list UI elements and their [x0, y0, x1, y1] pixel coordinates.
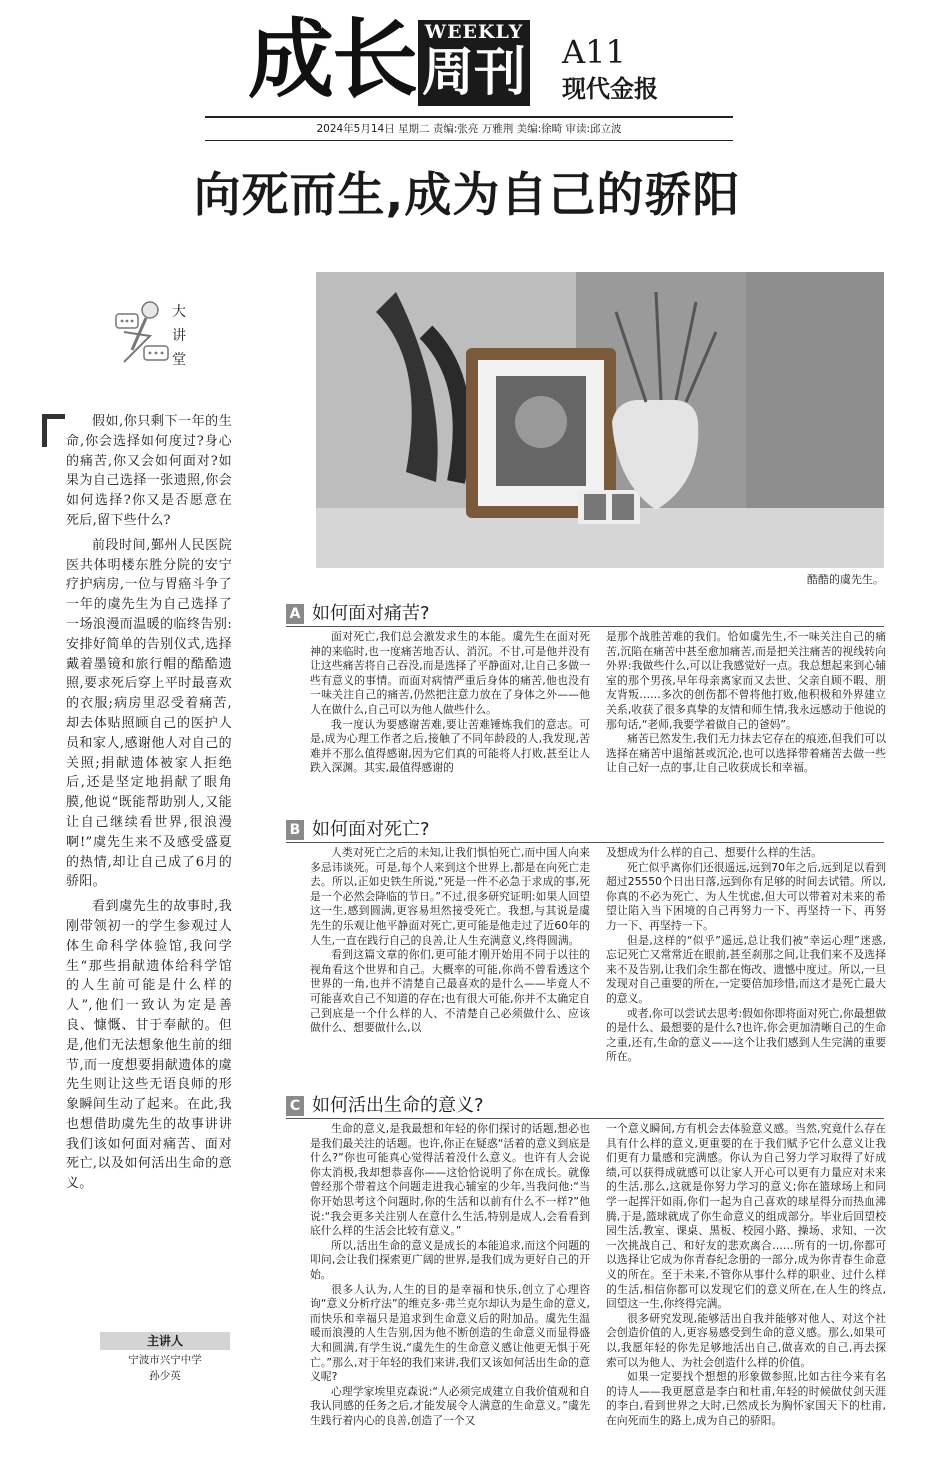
- speaker-name: 孙少英: [149, 1370, 181, 1382]
- body-paragraph: 生命的意义,是我最想和年轻的你们探讨的话题,想必也是我们最关注的话题。也许,你正在疑惑“活着的意义到底是什么?”你也可能真心觉得活着没什么意义。也许有人会说你太消极,我却想恭喜你——这恰恰说明了你在成长。就像曾经那个带着这个问题走进我心辅室的少年,当我问他:“当你开始思考这个问题时,你的生活和以前有什么不一样?”他说:“我会更多关注别人在意什么生活,特别是成人,会看看到底什么样的生活会比较有意义。”: [310, 1122, 590, 1238]
- body-paragraph: 如果一定要找个想想的形象做参照,比如古往今来有名的诗人——我更愿意是李白和杜甫,年轻的时候做仗剑天涯的李白,看到世界之大时,已然成长为胸怀家国天下的杜甫,在向死而生的路上,成为自己的骄阳。: [606, 1370, 886, 1427]
- body-paragraph: 所以,活出生命的意义是成长的本能追求,而这个问题的叩问,会让我们探索更广阔的世界,是我们成为更好自己的开始。: [310, 1238, 590, 1281]
- section-name: 成长: [248, 9, 416, 110]
- section-rule: [286, 842, 884, 843]
- weekly-badge: [418, 20, 530, 106]
- section-a-right-column: [606, 630, 886, 776]
- weekly-en: WEEKLY: [424, 21, 524, 43]
- section-a-left-column: [310, 630, 590, 776]
- lecture-logo-label: [172, 300, 192, 372]
- intro-paragraph: 假如,你只剩下一年的生命,你会选择如何度过?身心的痛苦,你又会如何面对?如果为自己选择一张遗照,你会如何选择?你又是否愿意在死后,留下些什么?: [66, 414, 232, 528]
- quote-mark-icon: [42, 414, 65, 447]
- body-paragraph: 人类对死亡之后的未知,让我们惧怕死亡,而中国人向来多忌讳谈死。可是,每个人来到这个世界上,都是在向死亡走去。所以,正如史铁生所说,“死是一件不必急于求成的事,死是一个必然会降临的节日。”不过,很多研究证明:如果人回望这一生,感到圆满,更容易坦然接受死亡。我想,与其说是虞先生的乐观让他平静面对死亡,更可能是他走过了近60年的人生,一直在践行自己的良善,让人生充满意义,终得圆满。: [310, 846, 590, 947]
- section-title: 如何面对死亡?: [312, 819, 430, 840]
- microphone-speech-icon: [110, 296, 210, 376]
- section-c-left-column: [310, 1122, 590, 1428]
- section-c-header: [286, 1094, 884, 1118]
- section-title: 如何面对痛苦?: [312, 603, 430, 624]
- body-paragraph: 心理学家埃里克森说:“人必须完成建立自我价值观和自我认同感的任务之后,才能发展令人满意的生命意义。”虞先生践行着内心的良善,创造了一个又: [310, 1384, 590, 1427]
- intro-paragraph: 看到虞先生的故事时,我刚带领初一的学生参观过人体生命科学体验馆,我问学生“那些捐献遗体给科学馆的人生前可能是什么样的人”,他们一致认为定是善良、慷慨、甘于奉献的。但是,他们无法想象他生前的细节,而一度想要捐献遗体的虞先生则让这些无语良师的形象瞬间生动了起来。在此,我也想借助虞先生的故事讲讲我们该如何面对痛苦、面对死亡,以及如何活出生命的意义。: [66, 899, 232, 1192]
- masthead-rule-bottom: [205, 140, 733, 141]
- body-paragraph: 痛苦已然发生,我们无力抹去它存在的痕迹,但我们可以选择在痛苦中退缩甚或沉沦,也可以选择带着痛苦去做一些让自己好一点的事,让自己收获成长和幸福。: [606, 732, 886, 775]
- section-b-left-column: [310, 846, 590, 1036]
- section-a-header: [286, 602, 884, 626]
- masthead-rule-top: [205, 116, 733, 118]
- section-title: 如何活出生命的意义?: [312, 1095, 484, 1116]
- paper-name: 现代金报: [562, 75, 658, 103]
- intro-paragraph: 前段时间,鄞州人民医院医共体明楼东胜分院的安宁疗护病房,一位与胃癌斗争了一年的虞先生为自己选择了一场浪漫而温暖的临终告别:安排好简单的告别仪式,选择戴着墨镜和旅行帽的酷酷遗照,要求死后穿上平时最喜欢的衣服;病房里忍受着痛苦,却去体贴照顾自己的医护人员和家人,感谢他人对自己的关照;捐献遗体被家人拒绝后,还是坚定地捐献了眼角膜,他说“既能帮助别人,又能让自己继续看世界,很浪漫啊!”虞先生来不及感受盛夏的热情,却让自己成了6月的骄阳。: [66, 537, 232, 890]
- body-paragraph: 面对死亡,我们总会激发求生的本能。虞先生在面对死神的来临时,也一度痛苦地否认、消沉。不甘,可是他并没有让这些痛苦将自己吞没,而是选择了平静面对,让自己多做一些有意义的事情。而面对病情严重后身体的痛苦,他也没有一味关注自己的痛苦,仍然把注意力放在了身体之外——他人在做什么,自己可以为他人做些什么。: [310, 630, 590, 716]
- photo-caption: 酷酷的虞先生。: [807, 573, 884, 586]
- body-paragraph: 看到这篇文章的你们,更可能才刚开始用不同于以往的视角看这个世界和自己。大概率的可能,你尚不曾看透这个世界的一角,也并不清楚自己最喜欢的是什么——毕竟人不可能喜欢自己不知道的存在;也有很大可能,你并不太确定自己到底是一个什么样的人、不清楚自己必须做什么、应该做什么、想要做什么,以: [310, 948, 590, 1035]
- memorial-photo: [316, 272, 884, 568]
- intro-column: [66, 412, 232, 1199]
- section-badge: B: [286, 820, 304, 840]
- body-paragraph: 但是,这样的“似乎”遥远,总让我们被“幸运心理”迷惑,忘记死亡又常常近在眼前,甚至刹那之间,让我们来不及选择来不及告别,让我们余生都在悔改、遗憾中度过。所以,一旦发现对自己重要的所在,一定要倍加珍惜,而这才是死亡最大的意义。: [606, 933, 886, 1005]
- speaker-school: 宁波市兴宁中学: [128, 1354, 202, 1366]
- body-paragraph: 或者,你可以尝试去思考:假如你即将面对死亡,你最想做的是什么、最想要的是什么?也许,你会更加清晰自己的生命之重,还有,生命的意义——这个让我们感到人生完满的重要所在。: [606, 1006, 886, 1064]
- dateline: 2024年5月14日 星期二 责编:张亮 万雅荆 美编:徐畸 审读:邱立波: [316, 123, 622, 135]
- section-rule: [286, 626, 884, 627]
- weekly-cn: 周刊: [421, 42, 526, 103]
- section-c-right-column: [606, 1122, 886, 1428]
- body-paragraph: 我一度认为要感谢苦难,要让苦难锤炼我们的意志。可是,成为心理工作者之后,接触了不同年龄段的人,我发现,苦难并不那么值得感谢,因为它们真的可能将人打败,甚至让人跌入深渊。其实,最值得感谢的: [310, 717, 590, 775]
- body-paragraph: 是那个战胜苦难的我们。恰如虞先生,不一味关注自己的痛苦,沉陷在痛苦中甚至愈加痛苦,而是把关注痛苦的视线转向外界:我做些什么,可以让我感觉好一点。我总想起来到心辅室的那个男孩,早年母亲离家而又去世、父亲自顾不暇、朋友背叛……多次的创伤都不曾将他打败,他积极和外界建立关系,收获了很多真挚的友情和师生情,我永远感动于他说的那句话,“老师,我要学着做自己的爸妈”。: [606, 630, 886, 731]
- body-paragraph: 及想成为什么样的自己、想要什么样的生活。: [606, 846, 822, 859]
- section-b-right-column: [606, 846, 886, 1065]
- lecture-logo: [110, 296, 210, 376]
- page-number: A11: [562, 33, 626, 71]
- section-b-header: [286, 818, 884, 842]
- photo-illustration: [316, 272, 884, 568]
- section-badge: C: [286, 1096, 304, 1116]
- section-badge: A: [286, 604, 304, 624]
- logo-char: 堂: [172, 352, 186, 368]
- body-paragraph: 很多研究发现,能够活出自我并能够对他人、对这个社会创造价值的人,更容易感受到生命的意义感。那么,如果可以,我愿年轻的你先足够地活出自己,做喜欢的自己,再去探索可以为他人、为社会创造什么样的价值。: [606, 1311, 886, 1369]
- section-rule: [286, 1118, 884, 1119]
- logo-char: 讲: [172, 328, 186, 344]
- body-paragraph: 很多人认为,人生的目的是幸福和快乐,创立了心理咨询“意义分析疗法”的维克多·弗兰克尔却认为是生命的意义,而快乐和幸福只是追求到生命意义后的附加品。虞先生温暖而浪漫的人生告别,因为他不断创造的生命意义而显得盛大和圆满,有学生说,“虞先生的生命意义感让他更无惧于死亡。”那么,对于年轻的我们来讲,我们又该如何活出生命的意义呢?: [310, 1282, 590, 1384]
- speaker-label: 主讲人: [100, 1332, 230, 1350]
- headline: 向死而生,成为自己的骄阳: [193, 168, 741, 223]
- body-paragraph: 一个意义瞬间,方有机会去体验意义感。当然,究竟什么存在具有什么样的意义,更重要的在于我们赋予它什么意义让我们更有力量感和完满感。你认为自己努力学习取得了好成绩,可以获得成就感可以让家人开心可以更有力量应对未来的生活,那么,这就是你努力学习的意义;你在篮球场上和同学一起挥汗如雨,你们一起为自己喜欢的球星得分而热血沸腾,于是,篮球就成了你生命意义的组成部分。毕业后回望校园生活,教室、课桌、黑板、校园小路、操场、求知、一次一次挑战自己、和好友的悲欢离合……所有的一切,你都可以选择让它成为你青春纪念册的一部分,成为你青春生命意义的所在。至于未来,不管你从事什么样的职业、过什么样的生活,相信你都可以发现它们的意义所在,在人生的终点,回望这一生,你终得完满。: [606, 1122, 886, 1311]
- body-paragraph: 死亡似乎离你们还很遥远,远到70年之后,远到足以看到超过25550个日出日落,远到你有足够的时间去试错。所以,你真的不必为死亡、为人生忧虑,但大可以带着对未来的希望让陷入当下困境的自己再努力一下、再坚持一下、再努力一下、再坚持一下。: [606, 860, 886, 932]
- logo-char: 大: [172, 304, 186, 320]
